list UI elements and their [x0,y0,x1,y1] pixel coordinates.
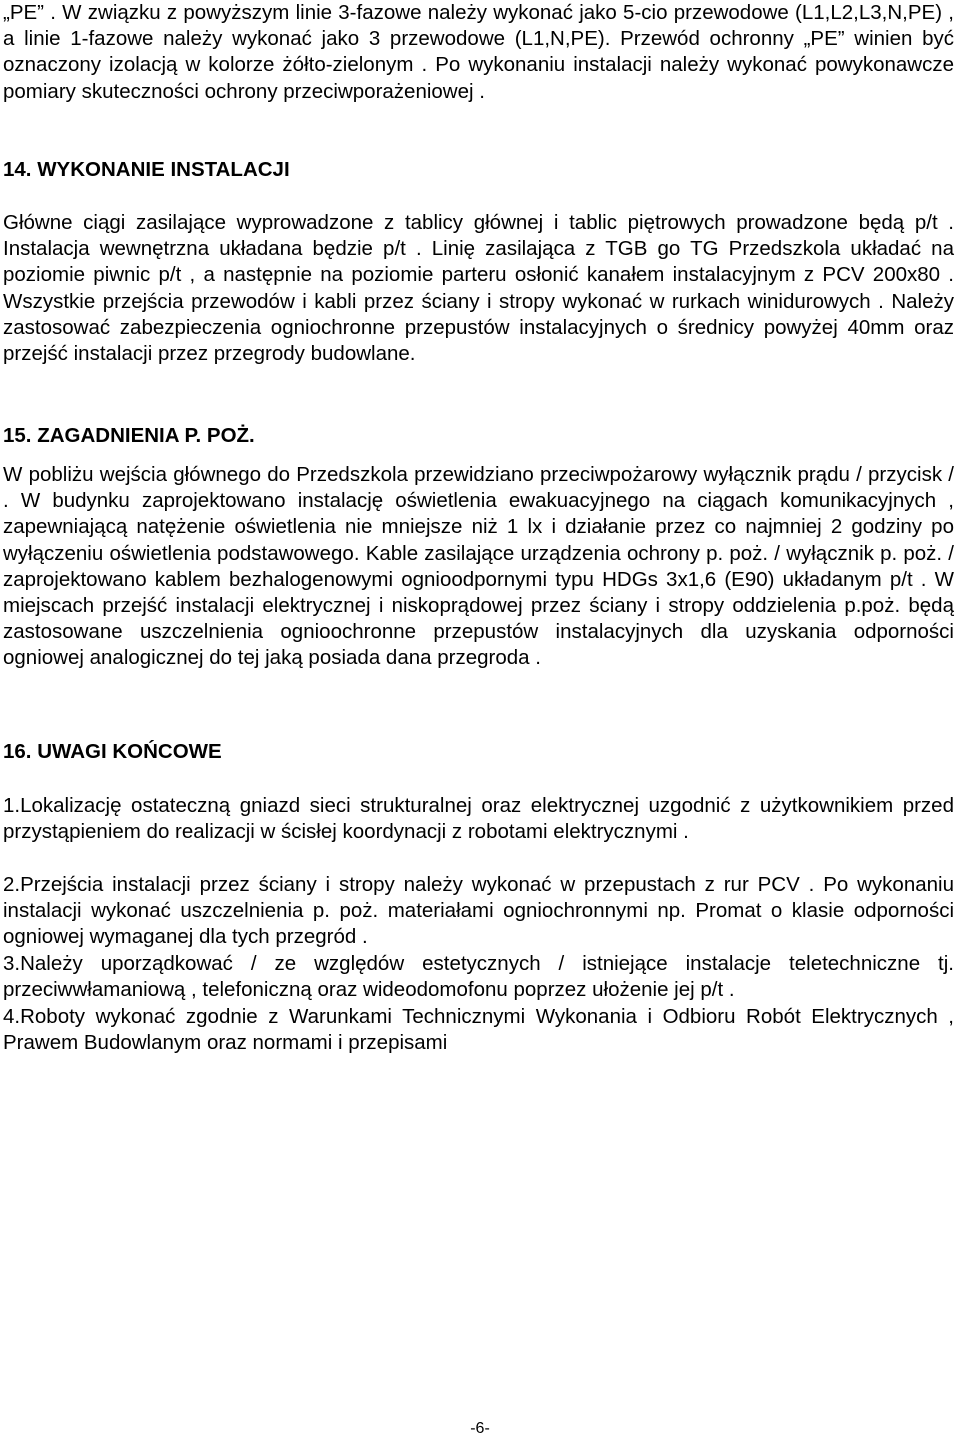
section-16-item-4: 4.Roboty wykonać zgodnie z Warunkami Technicznymi Wykonania i Odbioru Robót Elektrycznych , Prawem Budowlanym oraz normami i przepisami [3,1005,954,1055]
section-14-paragraph: Główne ciągi zasilające wyprowadzone z tablicy głównej i tablic piętrowych prowadzone będą p/t . Instalacja wewnętrzna układana będzie p/t . Linię zasilająca z TGB go TG Przedszkola układać na poziomie piwnic p/t , a następnie na poziomie parteru osłonić kanałem instalacyjnym z PCV 200x80 . Wszystkie przejścia przewodów i kabli przez ściany i stropy wykonać w rurkach winidurowych . Należy zastosować zabezpieczenia ogniochronne przepustów instalacyjnych o średnicy powyżej 40mm oraz przejść instalacji przez przegrody budowlane. [3,211,954,366]
page-number: -6- [470,1420,490,1437]
section-16-item-1: 1.Lokalizację ostateczną gniazd sieci strukturalnej oraz elektrycznej uzgodnić z użytkownikiem przed przystąpieniem do realizacji w ścisłej koordynacji z robotami elektrycznymi . [3,794,954,844]
section-16-item-2: 2.Przejścia instalacji przez ściany i stropy należy wykonać w przepustach z rur PCV . Po wykonaniu instalacji wykonać uszczelnienia p. poż. materiałami ogniochronnymi np. Promat o klasie odporności ogniowej wymaganej dla tych przegród . [3,873,954,949]
section-14-heading: 14. WYKONANIE INSTALACJI [3,158,290,181]
intro-paragraph: „PE” . W związku z powyższym linie 3-fazowe należy wykonać jako 5-cio przewodowe (L1,L2,L3,N,PE) , a linie 1-fazowe należy wykonać jako 3 przewodowe (L1,N,PE). Przewód ochronny „PE” winien być oznaczony izolacją w kolorze żółto-zielonym . Po wykonaniu instalacji należy wykonać powykonawcze pomiary skuteczności ochrony przeciwporażeniowej . [3,1,954,103]
section-15-heading: 15. ZAGADNIENIA P. POŻ. [3,424,255,447]
section-16-item-3: 3.Należy uporządkować / ze względów estetycznych / istniejące instalacje teletechniczne tj. przeciwwłamaniową , telefoniczną oraz wideodomofonu poprzez ułożenie jej p/t . [3,952,954,1002]
section-15-paragraph: W pobliżu wejścia głównego do Przedszkola przewidziano przeciwpożarowy wyłącznik prądu / przycisk / . W budynku zaprojektowano instalację oświetlenia ewakuacyjnego na ciągach komunikacyjnych , zapewniającą natężenie oświetlenia nie mniejsze niż 1 lx i działanie przez co najmniej 2 godziny po wyłączeniu oświetlenia podstawowego. Kable zasilające urządzenia ochrony p. poż. / wyłącznik p. poż. / zaprojektowano kablem bezhalogenowymi ognioodpornymi typu HDGs 3x1,6 (E90) układanym p/t . W miejscach przejść instalacji elektrycznej i niskoprądowej przez ściany i stropy oddzielenia p.poż. będą zastosowane uszczelnienia ognioochronne przepustów instalacyjnych dla uzyskania odporności ogniowej analogicznej do tej jaką posiada dana przegroda . [3,463,954,670]
section-16-heading: 16. UWAGI KOŃCOWE [3,740,222,763]
